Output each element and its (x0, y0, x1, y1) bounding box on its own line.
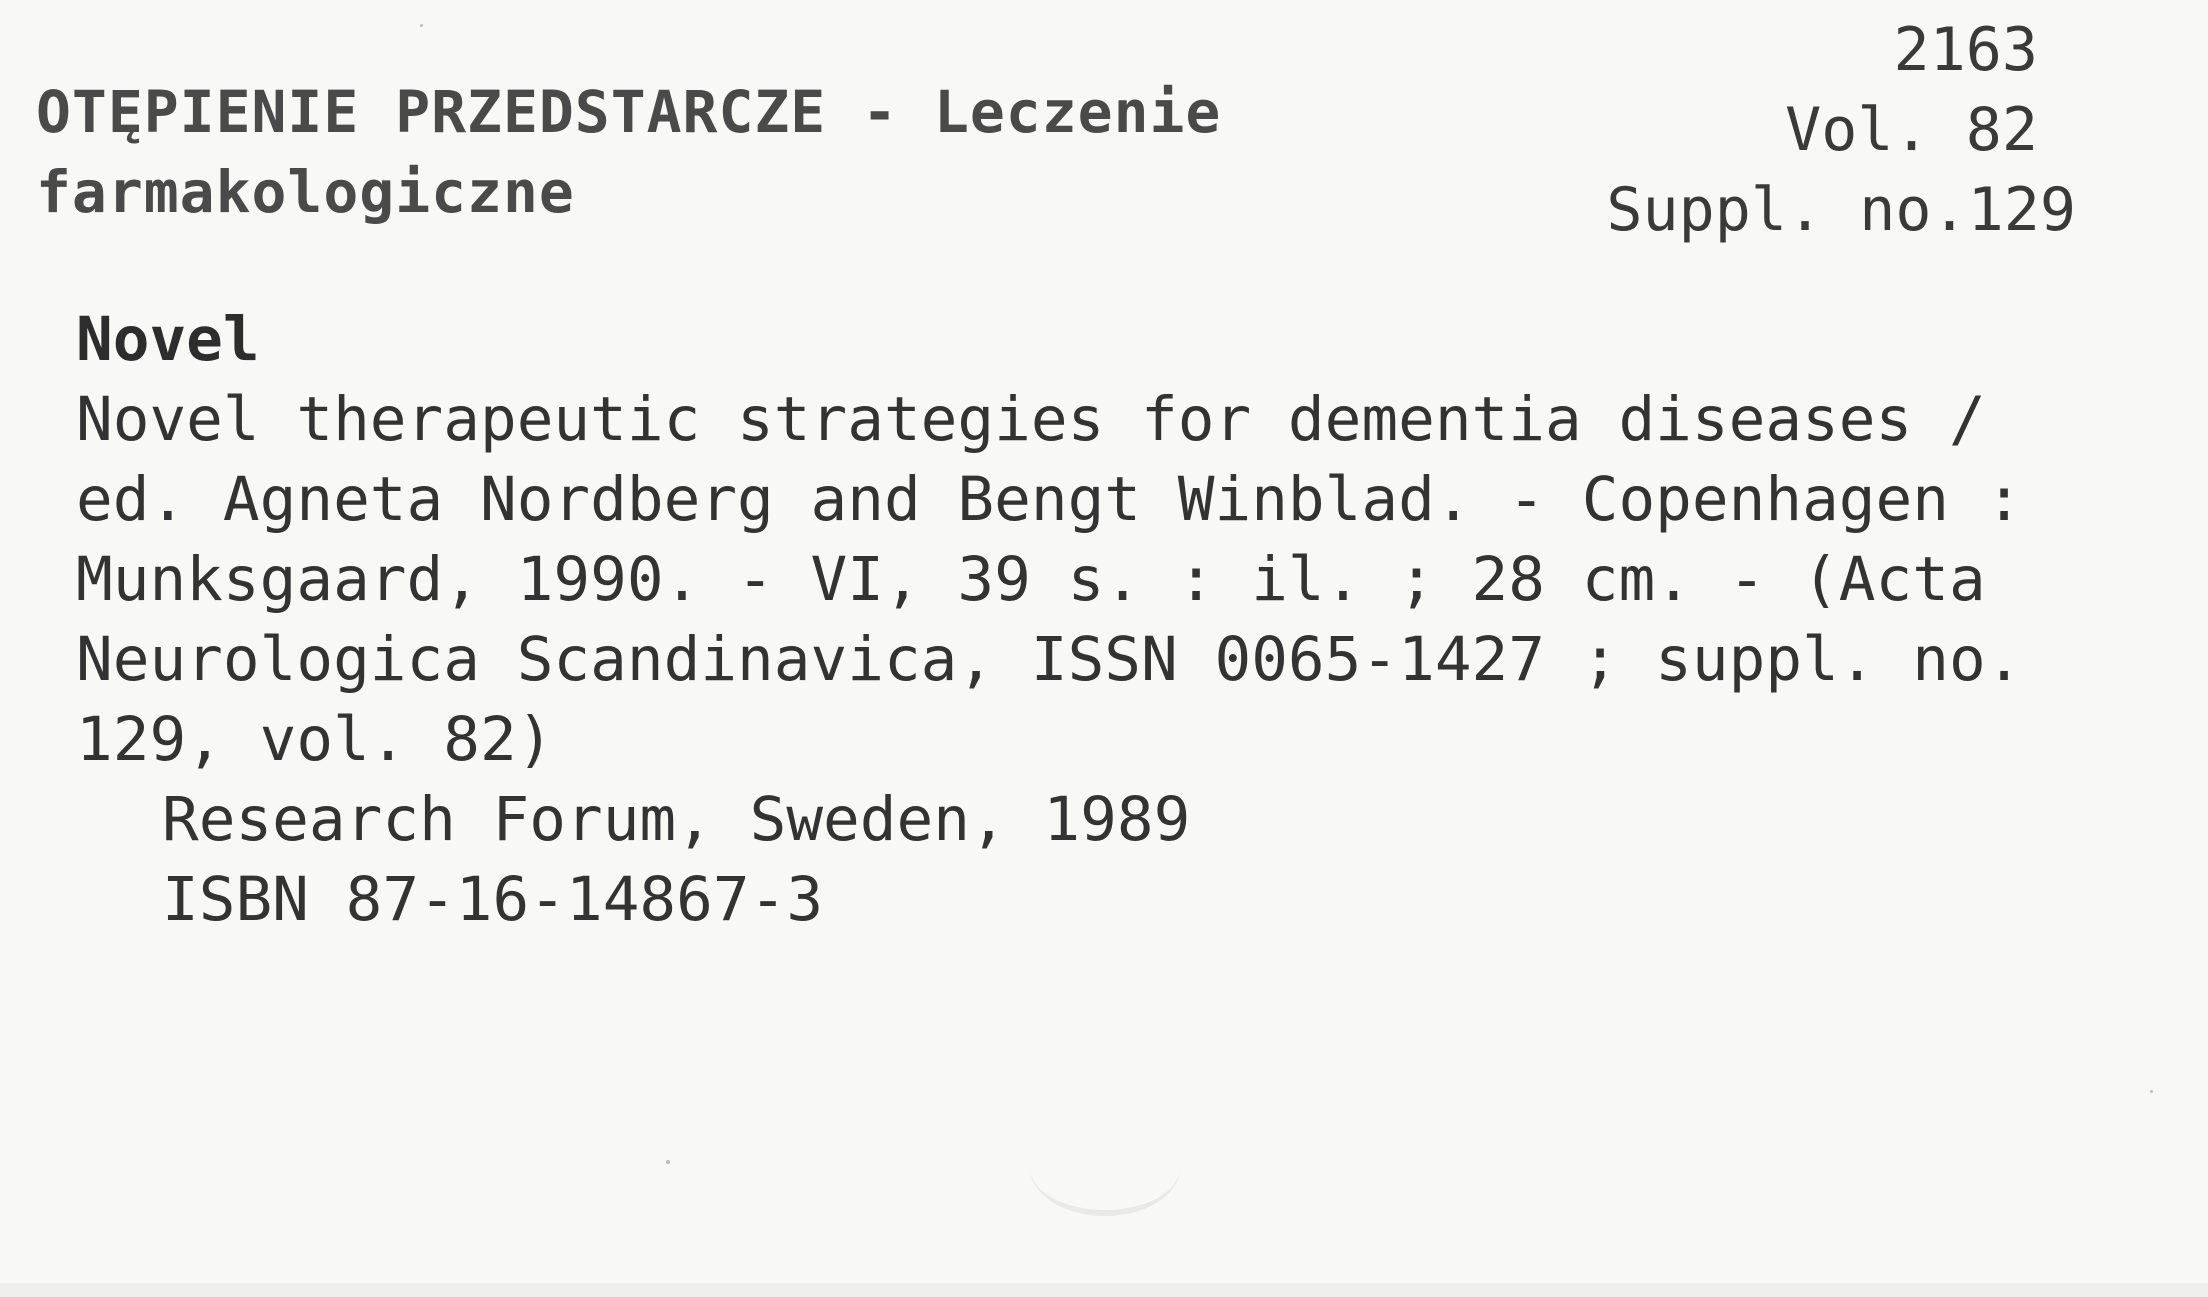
paper-speck (2150, 1090, 2153, 1093)
subject-heading (36, 72, 1676, 232)
subject-heading-line-1: OTĘPIENIE PRZEDSTARCZE - Leczenie (36, 78, 1222, 146)
description-line-5: 129, vol. 82) (76, 704, 554, 775)
description-line-3: Munksgaard, 1990. - VI, 39 s. : il. ; 28 cm. - (Acta (76, 544, 1986, 615)
main-entry: Novel (76, 304, 260, 375)
bibliographic-entry (76, 300, 2156, 940)
card-bottom-edge (0, 1283, 2208, 1297)
description-line-2: ed. Agneta Nordberg and Bengt Winblad. - Copenhagen : (76, 464, 2023, 535)
paper-speck (420, 24, 423, 27)
subject-heading-line-2: farmakologiczne (36, 158, 575, 226)
paper-speck (666, 1160, 670, 1164)
description-line-4: Neurologica Scandinavica, ISSN 0065-1427 ; suppl. no. (76, 624, 2023, 695)
call-number-value: 2163 (1893, 15, 2038, 85)
conference-note: Research Forum, Sweden, 1989 (162, 784, 1191, 855)
volume-label: Vol. 82 (1785, 95, 2038, 165)
paper-smudge (1030, 1120, 1180, 1216)
description-line-1: Novel therapeutic strategies for dementia diseases / (76, 384, 1986, 455)
supplement-label: Suppl. no.129 (1606, 175, 2076, 245)
isbn-note: ISBN 87-16-14867-3 (162, 864, 824, 935)
call-number (1606, 10, 2076, 250)
